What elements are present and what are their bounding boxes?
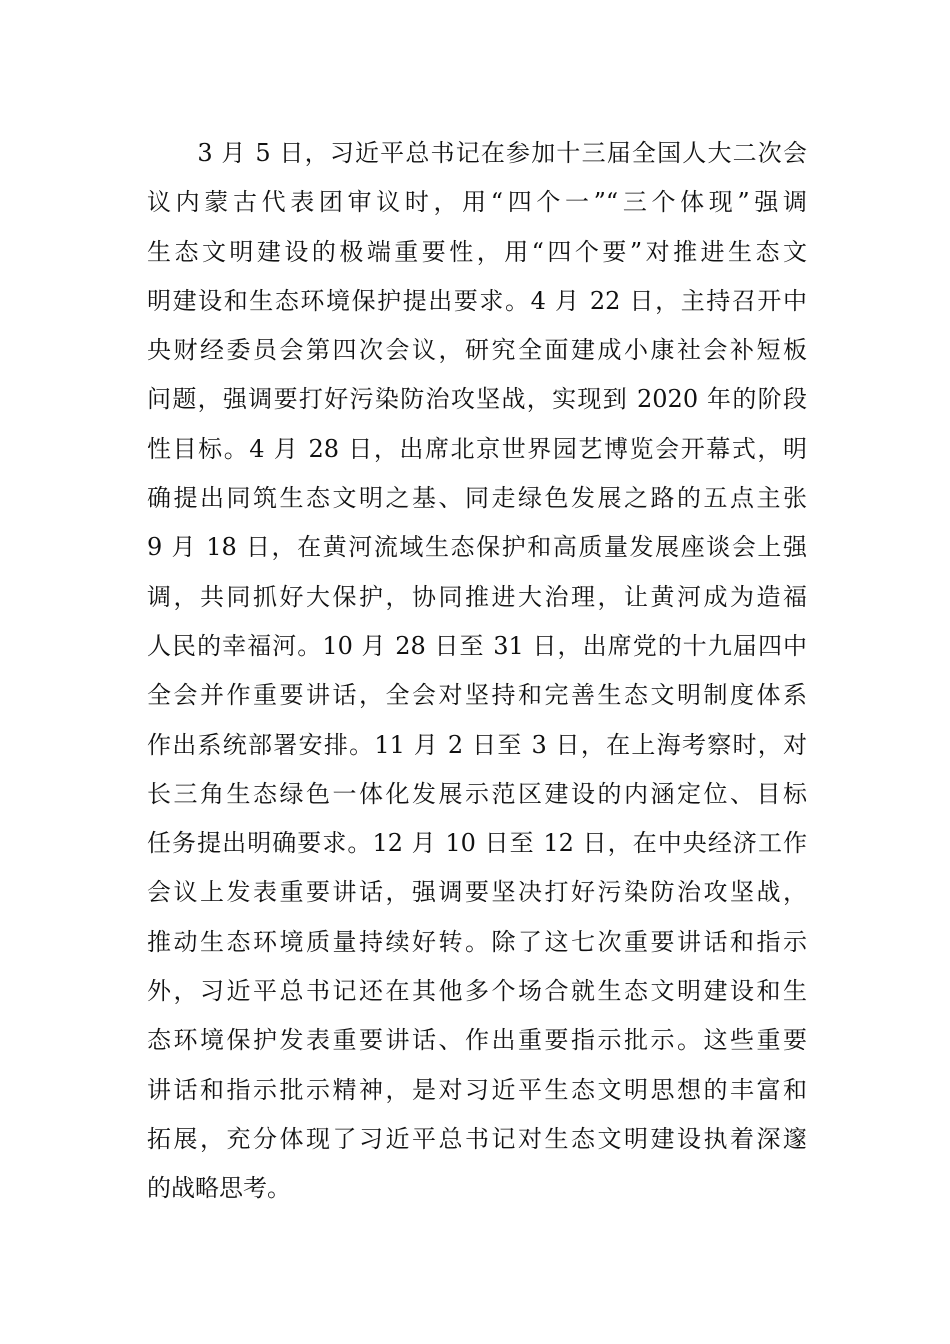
- text-line: 性目标。4 月 28 日，出席北京世界园艺博览会开幕式，明: [147, 434, 807, 463]
- text-line: 讲话和指示批示精神，是对习近平生态文明思想的丰富和: [147, 1075, 807, 1104]
- text-line: 议内蒙古代表团审议时，用“四个一”“三个体现”强调: [147, 188, 807, 217]
- text-line: 作出系统部署安排。11 月 2 日至 3 日，在上海考察时，对: [147, 730, 807, 759]
- body-paragraph: [147, 133, 807, 1218]
- text-line: 人民的幸福河。10 月 28 日至 31 日，出席党的十九届四中: [147, 631, 807, 660]
- text-line: 全会并作重要讲话，全会对坚持和完善生态文明制度体系: [147, 681, 807, 710]
- text-line: 问题，强调要打好污染防治攻坚战，实现到 2020 年的阶段: [147, 385, 807, 414]
- text-line: 明建设和生态环境保护提出要求。4 月 22 日，主持召开中: [147, 286, 807, 315]
- text-line: 推动生态环境质量持续好转。除了这七次重要讲话和指示: [147, 927, 807, 956]
- text-line: 任务提出明确要求。12 月 10 日至 12 日，在中央经济工作: [147, 829, 807, 858]
- text-line: 9 月 18 日，在黄河流域生态保护和高质量发展座谈会上强: [147, 533, 807, 562]
- text-line: 外，习近平总书记还在其他多个场合就生态文明建设和生: [147, 977, 807, 1006]
- text-line: 调，共同抓好大保护，协同推进大治理，让黄河成为造福: [147, 582, 807, 611]
- text-line: 拓展，充分体现了习近平总书记对生态文明建设执着深邃: [147, 1124, 807, 1153]
- text-line: 3 月 5 日，习近平总书记在参加十三届全国人大二次会: [147, 139, 807, 167]
- text-line: 会议上发表重要讲话，强调要坚决打好污染防治攻坚战，: [147, 878, 807, 907]
- text-line: 生态文明建设的极端重要性，用“四个要”对推进生态文: [147, 237, 807, 266]
- text-line: 态环境保护发表重要讲话、作出重要指示批示。这些重要: [147, 1026, 807, 1055]
- text-line: 确提出同筑生态文明之基、同走绿色发展之路的五点主张: [147, 484, 807, 513]
- text-line: 长三角生态绿色一体化发展示范区建设的内涵定位、目标: [147, 779, 807, 808]
- text-line: 央财经委员会第四次会议，研究全面建成小康社会补短板: [147, 336, 807, 365]
- text-line: 的战略思考。: [147, 1174, 291, 1203]
